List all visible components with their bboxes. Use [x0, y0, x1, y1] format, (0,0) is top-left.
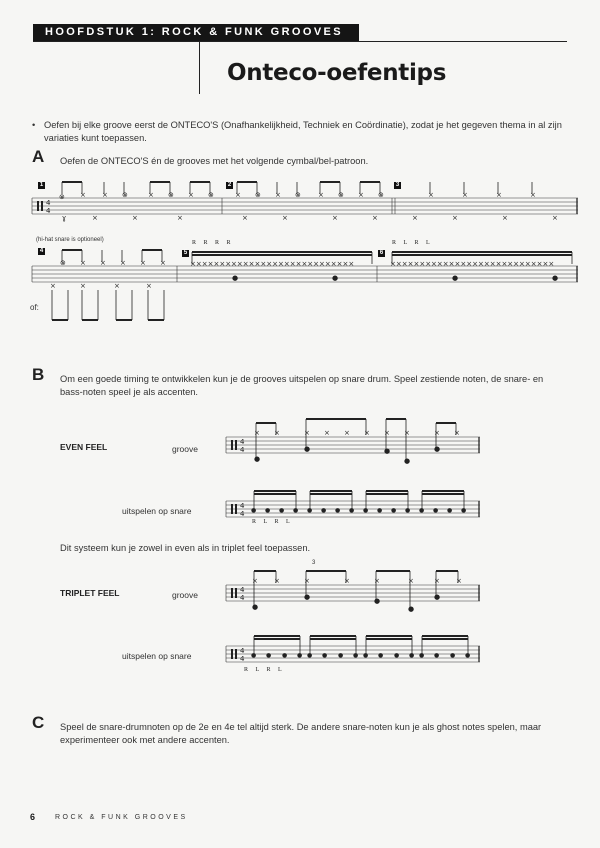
svg-text:●: ●	[252, 603, 259, 611]
svg-text:×: ×	[304, 577, 310, 585]
svg-text:⊗: ⊗	[338, 191, 344, 199]
svg-text:⊗: ⊗	[255, 191, 261, 199]
svg-text:××××××××××××××××××××××××××××: ××××××××××××××××××××××××××××	[190, 260, 355, 268]
bar-number-1: 1	[39, 182, 44, 188]
page-number: 6	[30, 812, 36, 822]
intro-text: Oefen bij elke groove eerst de ONTECO'S (Onafhankelijkheid, Techniek en Coördinatie), zodat je het gegeven thema in al zijn variaties kunt toepassen.	[44, 120, 562, 143]
svg-text:⊗: ⊗	[208, 191, 214, 199]
svg-text:●: ●	[279, 507, 285, 514]
svg-text:●: ●	[293, 507, 299, 514]
svg-text:×: ×	[412, 214, 418, 222]
svg-text:×: ×	[177, 214, 183, 222]
svg-text:●: ●	[408, 605, 415, 613]
svg-text:×: ×	[384, 429, 390, 437]
svg-text:●: ●	[404, 457, 411, 465]
section-c-letter: C	[32, 713, 45, 732]
svg-text:×: ×	[318, 191, 324, 199]
svg-text:4: 4	[46, 207, 51, 215]
hihat-note: (hi-hat snare is optioneel)	[36, 237, 104, 243]
svg-text:×: ×	[92, 214, 98, 222]
svg-text:⊗: ⊗	[295, 191, 301, 199]
svg-text:4: 4	[240, 446, 245, 454]
svg-text:×: ×	[462, 191, 468, 199]
svg-text:●: ●	[384, 447, 391, 455]
staff-row-a1	[32, 180, 578, 240]
svg-text:×: ×	[252, 577, 258, 585]
svg-text:×: ×	[304, 429, 310, 437]
svg-text:×: ×	[324, 429, 330, 437]
bullet-icon: •	[32, 120, 36, 130]
svg-text:4: 4	[240, 655, 245, 663]
svg-text:●: ●	[391, 507, 397, 514]
svg-text:●: ●	[251, 507, 257, 514]
intro-tip	[32, 119, 564, 145]
svg-text:×: ×	[274, 429, 280, 437]
svg-text:×: ×	[434, 429, 440, 437]
svg-text:●: ●	[322, 652, 328, 659]
svg-text:×: ×	[530, 191, 536, 199]
header-rule	[33, 41, 567, 42]
svg-text:4: 4	[240, 594, 245, 602]
staff-even-groove	[226, 415, 480, 465]
svg-text:×: ×	[452, 214, 458, 222]
svg-text:×: ×	[160, 259, 166, 267]
svg-text:●: ●	[450, 652, 456, 659]
svg-text:●: ●	[374, 597, 381, 605]
sticking-bar-6: R L R L	[392, 240, 433, 246]
svg-text:●: ●	[332, 274, 339, 282]
groove-label-even: groove	[172, 444, 198, 454]
svg-text:×: ×	[404, 429, 410, 437]
svg-text:×: ×	[344, 429, 350, 437]
svg-text:●: ●	[434, 593, 441, 601]
svg-text:●: ●	[232, 274, 239, 282]
svg-text:×: ×	[374, 577, 380, 585]
svg-text:●: ●	[282, 652, 288, 659]
svg-text:●: ●	[465, 652, 471, 659]
svg-text:●: ●	[304, 445, 311, 453]
svg-text:×: ×	[428, 191, 434, 199]
svg-text:×: ×	[188, 191, 194, 199]
title-divider	[199, 42, 200, 94]
svg-text:●: ●	[265, 507, 271, 514]
svg-text:×: ×	[146, 282, 152, 290]
svg-text:×: ×	[496, 191, 502, 199]
svg-text:●: ●	[251, 652, 257, 659]
svg-text:●: ●	[394, 652, 400, 659]
svg-text:ɣ: ɣ	[62, 214, 67, 222]
svg-text:×: ×	[332, 214, 338, 222]
svg-text:×: ×	[114, 282, 120, 290]
svg-text:●: ●	[409, 652, 415, 659]
staff-triplet-snare	[226, 628, 480, 668]
svg-text:⊗: ⊗	[122, 191, 128, 199]
svg-text:×: ×	[50, 282, 56, 290]
svg-text:×: ×	[454, 429, 460, 437]
section-c-text: Speel de snare-drumnoten op de 2e en 4e tel altijd sterk. De andere snare-noten kun je als ghost notes spelen, maar experimenteer ook met andere accenten.	[60, 722, 542, 745]
svg-text:●: ●	[419, 507, 425, 514]
page-title: Onteco-oefentips	[227, 60, 447, 86]
svg-text:●: ●	[321, 507, 327, 514]
svg-text:●: ●	[363, 507, 369, 514]
svg-text:×: ×	[80, 282, 86, 290]
svg-text:×: ×	[140, 259, 146, 267]
svg-text:×: ×	[275, 191, 281, 199]
svg-text:●: ●	[297, 652, 303, 659]
svg-text:⊗: ⊗	[378, 191, 384, 199]
even-feel-label: EVEN FEEL	[60, 442, 108, 452]
svg-text:×: ×	[148, 191, 154, 199]
groove-label-triplet: groove	[172, 590, 198, 600]
svg-text:4: 4	[240, 586, 245, 594]
svg-text:4: 4	[240, 647, 245, 655]
uitspelen-label-even: uitspelen op snare	[122, 506, 192, 516]
svg-text:×: ×	[102, 191, 108, 199]
svg-text:4: 4	[240, 438, 245, 446]
svg-text:×: ×	[120, 259, 126, 267]
svg-text:×: ×	[132, 214, 138, 222]
svg-text:×: ×	[80, 259, 86, 267]
of-label: of:	[30, 303, 39, 312]
uitspelen-label-triplet: uitspelen op snare	[122, 651, 192, 661]
svg-text:●: ●	[304, 593, 311, 601]
svg-text:×: ×	[274, 577, 280, 585]
chapter-header: HOOFDSTUK 1: ROCK & FUNK GROOVES	[33, 24, 359, 41]
section-a-text: Oefen de ONTECO'S én de grooves met het volgende cymbal/bel-patroon.	[60, 156, 369, 166]
sticking-triplet: R L R L	[244, 667, 285, 673]
svg-text:⊗: ⊗	[60, 259, 66, 267]
svg-text:●: ●	[353, 652, 359, 659]
footer-title: ROCK & FUNK GROOVES	[55, 814, 188, 821]
bar-number-5: 5	[183, 250, 188, 256]
middle-text: Dit systeem kun je zowel in even als in triplet feel toepassen.	[60, 543, 311, 553]
svg-text:●: ●	[461, 507, 467, 514]
section-a-letter: A	[32, 147, 45, 166]
svg-text:●: ●	[363, 652, 369, 659]
svg-text:●: ●	[452, 274, 459, 282]
svg-text:×: ×	[434, 577, 440, 585]
sticking-bar-5: R R R R	[192, 240, 234, 246]
section-b-text: Om een goede timing te ontwikkelen kun je de grooves uitspelen op snare drum. Speel zestiende noten, de snare- en bass-noten speel je als accenten.	[60, 374, 544, 397]
svg-text:×: ×	[235, 191, 241, 199]
svg-text:4: 4	[46, 199, 51, 207]
svg-text:×: ×	[100, 259, 106, 267]
svg-text:×: ×	[364, 429, 370, 437]
section-b-letter: B	[32, 365, 45, 384]
svg-text:×: ×	[344, 577, 350, 585]
svg-text:●: ●	[377, 507, 383, 514]
svg-text:●: ●	[552, 274, 559, 282]
triplet-feel-label: TRIPLET FEEL	[60, 588, 120, 598]
svg-text:●: ●	[405, 507, 411, 514]
svg-text:×: ×	[502, 214, 508, 222]
svg-text:4: 4	[240, 510, 245, 518]
bar-number-4: 4	[39, 248, 44, 254]
svg-text:×: ×	[80, 191, 86, 199]
svg-text:4: 4	[240, 502, 245, 510]
svg-text:×: ×	[254, 429, 260, 437]
svg-text:●: ●	[254, 455, 261, 463]
bar-number-2: 2	[227, 182, 232, 188]
svg-text:⊗: ⊗	[59, 193, 65, 201]
svg-text:××××××××××××××××××××××××××××: ××××××××××××××××××××××××××××	[390, 260, 555, 268]
svg-text:×: ×	[242, 214, 248, 222]
svg-text:●: ●	[349, 507, 355, 514]
svg-text:×: ×	[552, 214, 558, 222]
svg-text:×: ×	[456, 577, 462, 585]
svg-text:⊗: ⊗	[168, 191, 174, 199]
svg-text:●: ●	[307, 652, 313, 659]
triplet-mark: 3	[312, 560, 316, 566]
bar-number-6: 6	[379, 250, 384, 256]
sticking-even: R L R L	[252, 519, 293, 525]
svg-text:×: ×	[358, 191, 364, 199]
svg-text:●: ●	[433, 507, 439, 514]
staff-triplet-groove	[226, 565, 480, 615]
svg-text:●: ●	[434, 652, 440, 659]
svg-text:●: ●	[434, 445, 441, 453]
svg-text:●: ●	[335, 507, 341, 514]
svg-text:●: ●	[266, 652, 272, 659]
staff-row-a2	[32, 246, 578, 326]
svg-text:×: ×	[282, 214, 288, 222]
svg-text:●: ●	[307, 507, 313, 514]
svg-text:●: ●	[378, 652, 384, 659]
svg-text:●: ●	[447, 507, 453, 514]
svg-text:×: ×	[408, 577, 414, 585]
svg-text:●: ●	[419, 652, 425, 659]
svg-text:●: ●	[338, 652, 344, 659]
bar-number-3: 3	[395, 182, 400, 188]
svg-text:×: ×	[372, 214, 378, 222]
